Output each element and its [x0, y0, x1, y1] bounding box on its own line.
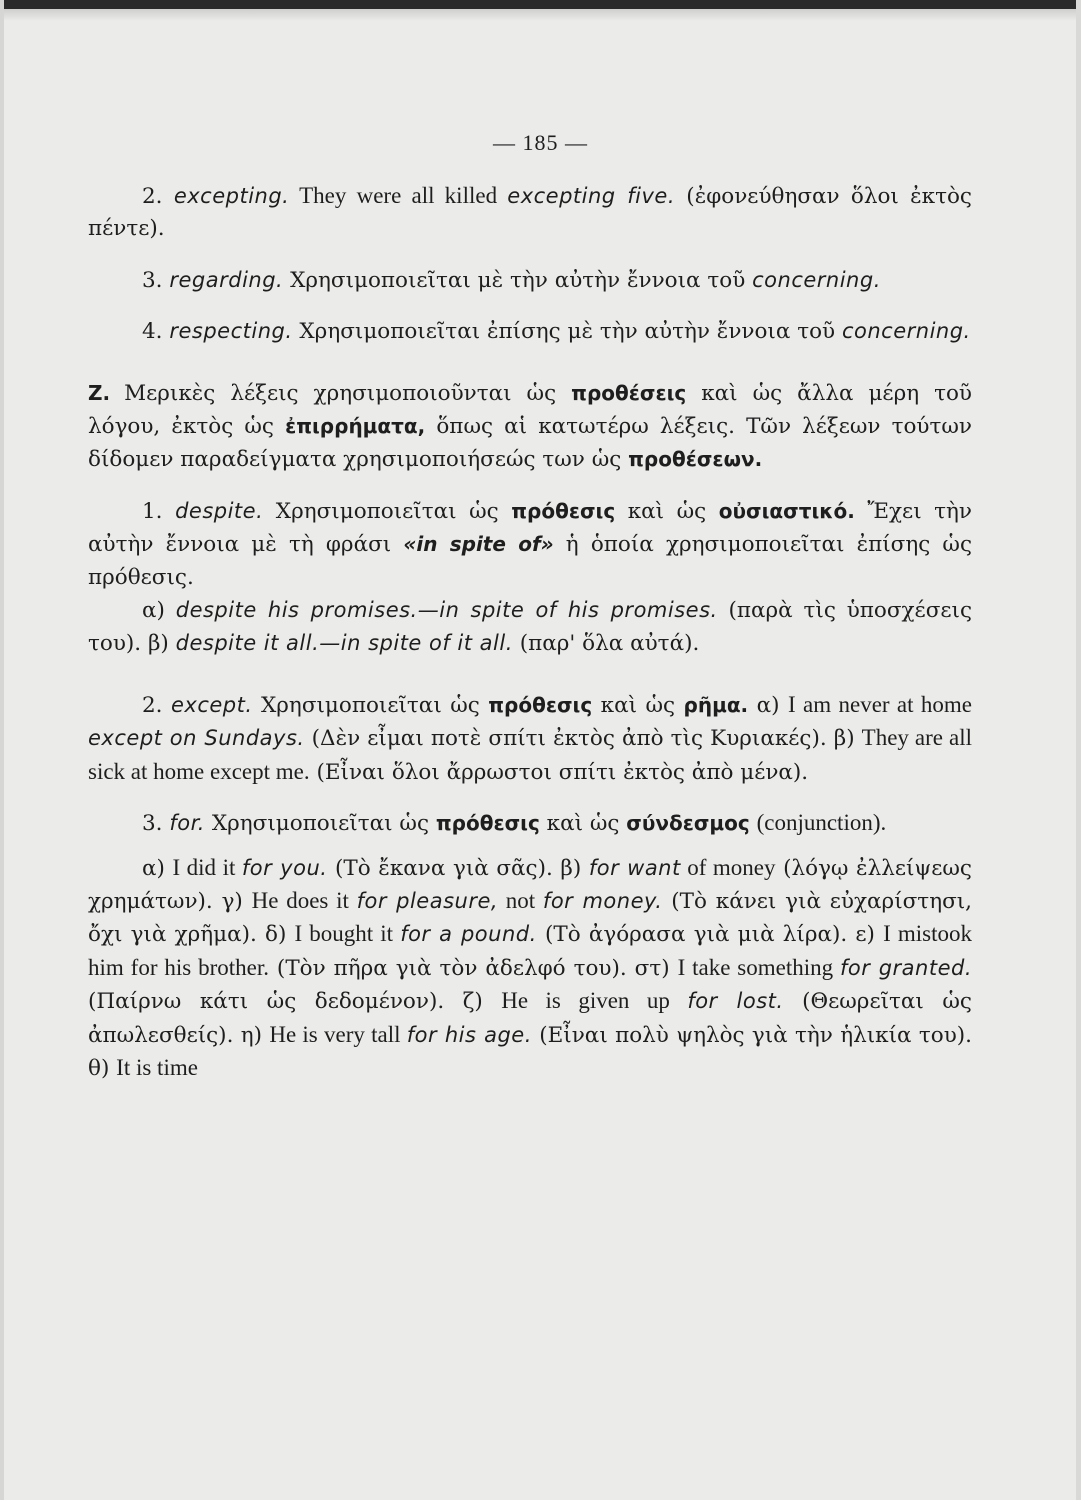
entry-term: except.: [170, 692, 253, 717]
paragraph-for-examples: α) I did it for you. (Τὸ ἔκανα γιὰ σᾶς). β) for want of money (λόγῳ ἐλλείψεως χρημάτων). γ) He does it for pleasure, not for money. (Τὸ κάνει γιὰ εὐχαρίστησι, ὄχι γιὰ χρῆμα). δ) I bought it for a pound. (Τὸ ἀγόρασα γιὰ μιὰ λίρα). ε) I mistook him for his brother. (Τὸν πῆρα γιὰ τὸν ἀδελφό του). στ) I take something for granted. (Παίρνω κάτι ὡς δεδομένον). ζ) He is given up for lost. (Θεωρεῖται ὡς ἀπωλεσθείς). η) He is very tall for his age. (Εἶναι πολὺ ψηλὸς γιὰ τὴν ἡλικία του). θ) It is time: [88, 854, 973, 1081]
entry-term: regarding.: [169, 267, 284, 292]
paragraph-except: 2. except. Χρησιμοποιεῖται ὡς πρόθεσις καὶ ὡς ρῆμα. α) I am never at home except on Sundays. (Δὲν εἶμαι ποτὲ σπίτι ἐκτὸς ἀπὸ τὶς Κυριακές). β) They are all sick at home except me. (Εἶναι ὅλοι ἄρρωστοι σπίτι ἐκτὸς ἀπὸ μένα).: [88, 691, 972, 785]
scan-top-edge: [0, 0, 1081, 9]
paragraph-despite-examples: α) despite his promises.—in spite of his promises. (παρὰ τὶς ὑποσχέσεις του). β) despite it all.—in spite of it all. (παρ' ὅλα αὐτά).: [88, 598, 972, 657]
entry-term: despite.: [175, 498, 264, 523]
paragraph-despite: 1. despite. Χρησιμοποιεῖται ὡς πρόθεσις καὶ ὡς οὐσιαστικό. Ἔχει τὴν αὐτὴν ἔννοια μὲ τὴ φράσι «in spite of» ἡ ὁποία χρησιμοποιεῖται ἐπίσης ὡς πρόθεσις.: [88, 498, 973, 590]
page-number: — 185 —: [493, 130, 588, 155]
scan-right-edge: [1076, 0, 1081, 1500]
paragraph-for: 3. for. Χρησιμοποιεῖται ὡς πρόθεσις καὶ ὡς σύνδεσμος (conjunction).: [142, 810, 887, 837]
paragraph-excepting: 2. excepting. They were all killed excepting five. (ἐφονεύθησαν ὅλοι ἐκτὸς πέντε).: [88, 183, 972, 242]
section-label: Z.: [88, 380, 111, 405]
section-z: Z. Μερικὲς λέξεις χρησιμοποιοῦνται ὡς προθέσεις καὶ ὡς ἄλλα μέρη τοῦ λόγου, ἐκτὸς ὡς ἐπιρρήματα, ὅπως αἱ κατωτέρω λέξεις. Τῶν λέξεων τούτων δίδομεν παραδείγματα χρησιμοποιήσεώς των ὡς προθέσεων.: [88, 380, 972, 473]
entry-term: excepting.: [173, 184, 290, 208]
scan-left-edge: [0, 0, 4, 1500]
paragraph-respecting: 4. respecting. Χρησιμοποιεῖται ἐπίσης μὲ τὴν αὐτὴν ἔννοια τοῦ concerning.: [142, 319, 971, 345]
scan-top-shadow: [0, 9, 1081, 21]
entry-term: respecting.: [169, 319, 293, 344]
paragraph-regarding: 3. regarding. Χρησιμοποιεῖται μὲ τὴν αὐτὴν ἔννοια τοῦ concerning.: [142, 267, 881, 293]
entry-term: for.: [169, 811, 205, 836]
page-body: [88, 180, 972, 1085]
